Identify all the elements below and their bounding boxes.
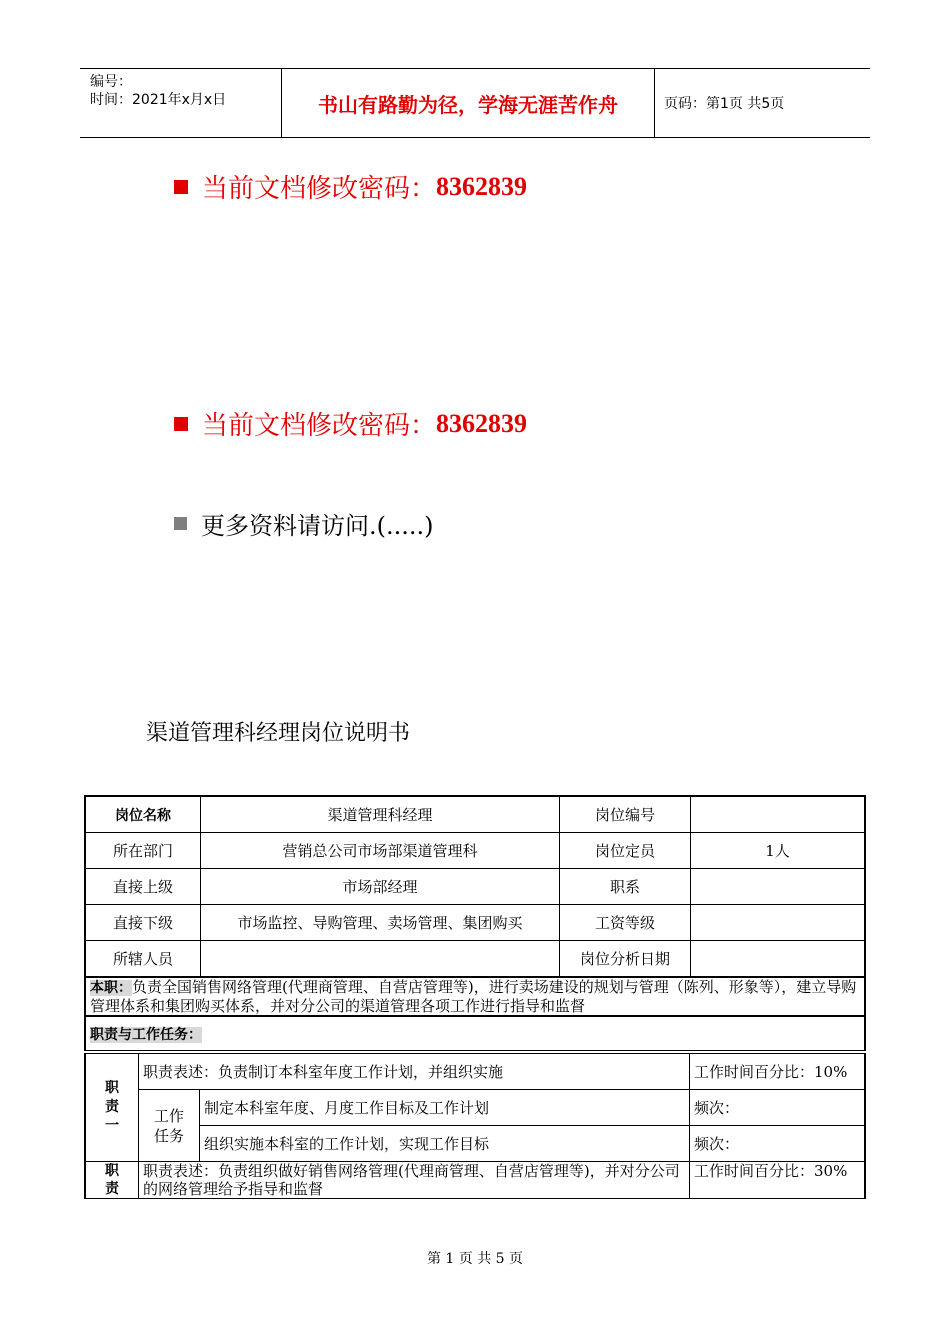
table-row xyxy=(85,869,865,905)
core-duty-cell xyxy=(85,977,865,1016)
more-info-text: 更多资料请访问.(.....) xyxy=(201,512,434,540)
table-row xyxy=(85,905,865,941)
duty1-task-2: 组织实施本科室的工作计划，实现工作目标 xyxy=(200,1126,690,1162)
page-footer: 第 1 页 共 5 页 xyxy=(426,1251,524,1267)
gray-square-bullet-icon xyxy=(174,517,187,530)
password-value-1: 8362839 xyxy=(436,171,528,201)
red-square-bullet-icon xyxy=(174,417,188,431)
duty1-time-pct: 工作时间百分比：10% xyxy=(690,1054,866,1090)
number-label: 编号： xyxy=(90,74,132,90)
duty2-label-cell xyxy=(85,1162,139,1199)
value-analysis-date xyxy=(691,941,866,978)
table-row xyxy=(85,1126,865,1162)
label-job-family: 职系 xyxy=(560,869,691,905)
core-duty-text: 负责全国销售网络管理(代理商管理、自营店管理等)，进行卖场建设的规划与管理（陈列、形象等），建立导购管理体系和集团购买体系，并对分公司的渠道管理各项工作进行指导和监督 xyxy=(90,978,857,1015)
label-job-code: 岗位编号 xyxy=(560,796,691,833)
value-subordinates: 市场监控、导购管理、卖场管理、集团购买 xyxy=(201,905,560,941)
table-row xyxy=(85,1162,865,1199)
header-page-info: 页码：第1页 共5页 xyxy=(664,96,785,112)
label-analysis-date: 岗位分析日期 xyxy=(560,941,691,978)
password-value-2: 8362839 xyxy=(436,408,528,438)
table-row xyxy=(85,796,865,833)
value-headcount: 1人 xyxy=(691,833,866,869)
document-title: 渠道管理科经理岗位说明书 xyxy=(146,721,411,746)
password-notice-2 xyxy=(174,405,527,442)
table-row xyxy=(85,1090,865,1126)
value-job-family xyxy=(691,869,866,905)
duty2-label: 职责 xyxy=(105,1163,119,1197)
duty1-task-1: 制定本科室年度、月度工作目标及工作计划 xyxy=(200,1090,690,1126)
label-salary-grade: 工资等级 xyxy=(560,905,691,941)
label-superior: 直接上级 xyxy=(85,869,201,905)
tasks-heading: 职责与工作任务： xyxy=(90,1026,202,1043)
password-notice-1 xyxy=(174,168,527,205)
label-staff: 所辖人员 xyxy=(85,941,201,978)
table-row xyxy=(85,941,865,978)
red-square-bullet-icon xyxy=(174,180,188,194)
label-department: 所在部门 xyxy=(85,833,201,869)
more-info-notice xyxy=(174,506,434,541)
duty1-task-label-cell xyxy=(139,1090,200,1162)
value-salary-grade xyxy=(691,905,866,941)
table-row xyxy=(85,977,865,1016)
duty1-label: 职责一 xyxy=(105,1080,119,1134)
tasks-heading-cell xyxy=(85,1016,865,1051)
value-staff xyxy=(201,941,560,978)
password-label-2: 当前文档修改密码： xyxy=(202,411,437,441)
header-meta xyxy=(80,69,282,137)
password-label-1: 当前文档修改密码： xyxy=(202,174,437,204)
header-motto: 书山有路勤为径，学海无涯苦作舟 xyxy=(282,69,655,137)
value-job-code xyxy=(691,796,866,833)
duty1-description: 职责表述：负责制订本科室年度工作计划，并组织实施 xyxy=(139,1054,690,1090)
value-superior: 市场部经理 xyxy=(201,869,560,905)
duty1-task-2-freq: 频次： xyxy=(690,1126,866,1162)
job-description-table xyxy=(84,795,866,1051)
duty1-label-cell xyxy=(85,1054,139,1162)
table-row xyxy=(85,833,865,869)
core-duty-heading: 本职： xyxy=(90,980,132,996)
duty1-task-1-freq: 频次： xyxy=(690,1090,866,1126)
time-label: 时间：2021年x月x日 xyxy=(90,92,227,108)
page-header xyxy=(80,68,870,138)
value-job-name: 渠道管理科经理 xyxy=(201,796,560,833)
label-job-name: 岗位名称 xyxy=(85,796,201,833)
duties-table xyxy=(84,1053,866,1199)
value-department: 营销总公司市场部渠道管理科 xyxy=(201,833,560,869)
table-row xyxy=(85,1016,865,1051)
duty2-description: 职责表述：负责组织做好销售网络管理(代理商管理、自营店管理等)，并对分公司的网络管理给予指导和监督 xyxy=(139,1162,690,1199)
duty1-task-label: 工作任务 xyxy=(154,1106,185,1145)
label-headcount: 岗位定员 xyxy=(560,833,691,869)
table-row xyxy=(85,1054,865,1090)
duty2-time-pct: 工作时间百分比：30% xyxy=(690,1162,866,1199)
label-subordinates: 直接下级 xyxy=(85,905,201,941)
